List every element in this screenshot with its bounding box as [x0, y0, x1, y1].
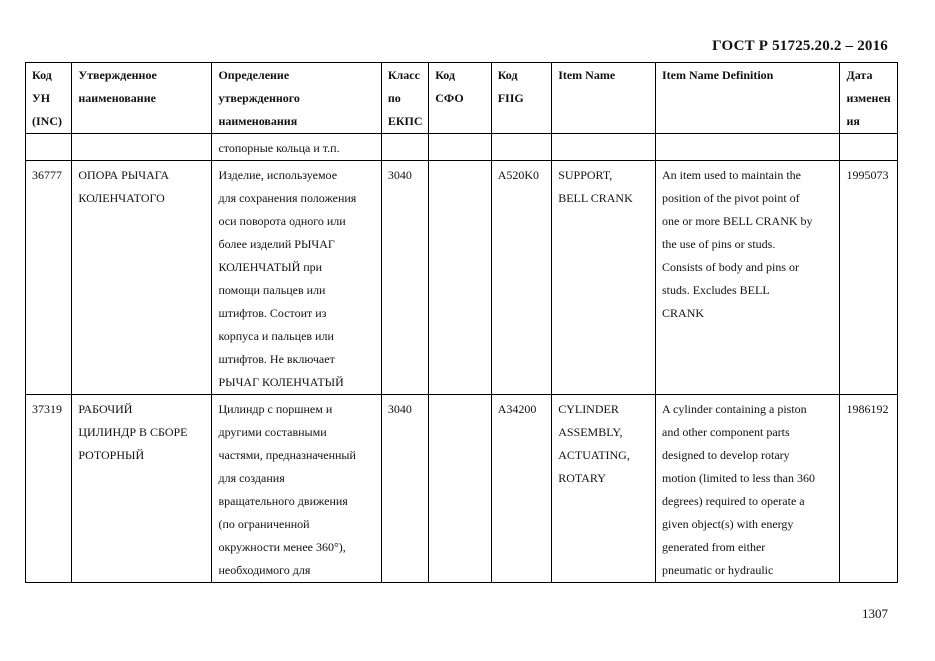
header-sfo-code: Код СФО: [429, 63, 492, 134]
cell-empty: [72, 134, 212, 161]
standard-table: [25, 62, 898, 583]
table-row-continuation: [26, 134, 898, 161]
cell-item-definition: A cylinder containing a piston and other component parts designed to develop rotary motion (limited to less than 360 degrees) required to operate a given object(s) with energy generated from either pneumatic or hydraulic: [656, 395, 840, 583]
header-definition: Определение утвержденного наименования: [212, 63, 381, 134]
cell-definition: Изделие, используемое для сохранения положения оси поворота одного или более изделий РЫЧАГ КОЛЕНЧАТЫЙ при помощи пальцев или штифтов. Состоит из корпуса и пальцев или штифтов. Не включает РЫЧАГ КОЛЕНЧАТЫЙ: [212, 161, 381, 395]
header-approved-name: Утвержденное наименование: [72, 63, 212, 134]
cell-empty: [429, 134, 492, 161]
cell-inc: 37319: [26, 395, 72, 583]
cell-sfo-code: [429, 395, 492, 583]
header-fiig-code: Код FIIG: [491, 63, 551, 134]
header-item-name-definition: Item Name Definition: [656, 63, 840, 134]
cell-empty: [840, 134, 898, 161]
cell-ekps-class: 3040: [381, 161, 428, 395]
table-row: [26, 395, 898, 583]
cell-item-name: CYLINDER ASSEMBLY, ACTUATING, ROTARY: [552, 395, 656, 583]
header-inc-code: Код УН (INC): [26, 63, 72, 134]
cell-date: 1995073: [840, 161, 898, 395]
cell-definition: Цилиндр с поршнем и другими составными частями, предназначенный для создания вращательного движения (по ограниченной окружности менее 360°), необходимого для: [212, 395, 381, 583]
cell-empty: [656, 134, 840, 161]
cell-name: РАБОЧИЙ ЦИЛИНДР В СБОРЕ РОТОРНЫЙ: [72, 395, 212, 583]
cell-date: 1986192: [840, 395, 898, 583]
cell-item-definition: An item used to maintain the position of the pivot point of one or more BELL CRANK by the use of pins or studs. Consists of body and pins or studs. Excludes BELL CRANK: [656, 161, 840, 395]
cell-item-name: SUPPORT, BELL CRANK: [552, 161, 656, 395]
cell-empty: [26, 134, 72, 161]
header-item-name: Item Name: [552, 63, 656, 134]
table-header-row: [26, 63, 898, 134]
header-ekps-class: Класс по ЕКПС: [381, 63, 428, 134]
cell-fiig-code: A34200: [491, 395, 551, 583]
cell-empty: [552, 134, 656, 161]
cell-inc: 36777: [26, 161, 72, 395]
cell-fiig-code: A520K0: [491, 161, 551, 395]
cell-sfo-code: [429, 161, 492, 395]
cell-name: ОПОРА РЫЧАГА КОЛЕНЧАТОГО: [72, 161, 212, 395]
table-row: [26, 161, 898, 395]
cell-continuation-text: стопорные кольца и т.п.: [212, 134, 381, 161]
page-number: 1307: [862, 606, 888, 621]
cell-empty: [381, 134, 428, 161]
header-change-date: Дата изменен ия: [840, 63, 898, 134]
cell-empty: [491, 134, 551, 161]
document-title: ГОСТ Р 51725.20.2 – 2016: [712, 38, 888, 54]
cell-ekps-class: 3040: [381, 395, 428, 583]
